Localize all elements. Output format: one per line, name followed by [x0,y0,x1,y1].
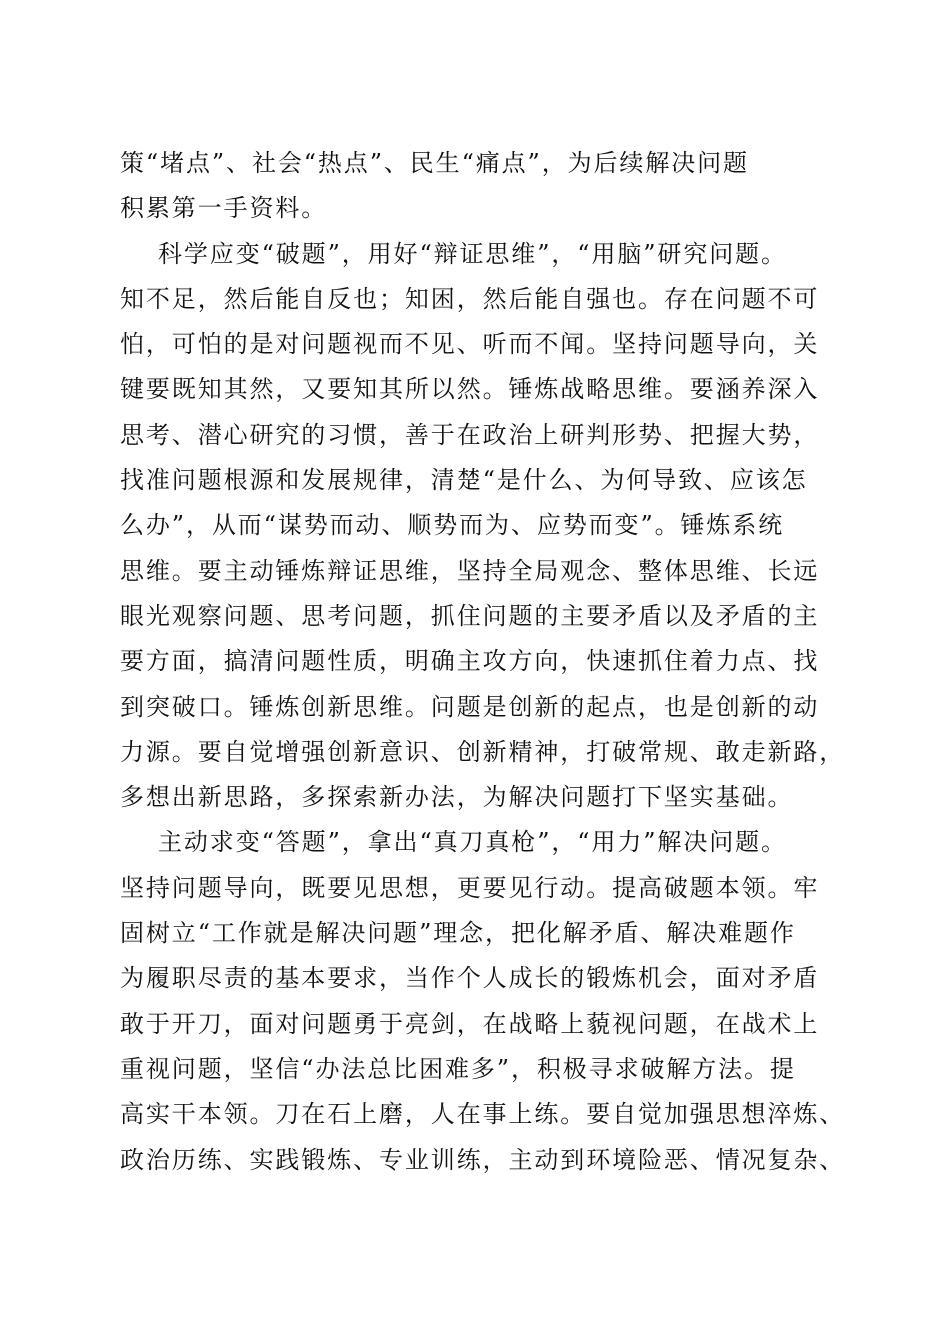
body-text [120,141,846,1183]
text-line: 到突破口。锤炼创新思维。问题是创新的起点，也是创新的动 [120,692,820,721]
text-line: 坚持问题导向，既要见思想，更要见行动。提高破题本领。牢 [120,873,820,902]
text-line: 多想出新思路，多探索新办法，为解决问题打下坚实基础。 [120,783,794,812]
text-line: 思考、潜心研究的习惯，善于在政治上研判形势、把握大势， [120,420,820,449]
text-line: 怕，可怕的是对问题视而不见、听而不闻。坚持问题导向，关 [120,330,820,359]
text-line: 敢于开刀，面对问题勇于亮剑，在战略上藐视问题，在战术上 [120,1009,820,1038]
text-line: 高实干本领。刀在石上磨，人在事上练。要自觉加强思想淬炼、 [120,1100,846,1129]
text-line: 要方面，搞清问题性质，明确主攻方向，快速抓住着力点、找 [120,647,820,676]
text-line: 力源。要自觉增强创新意识、创新精神，打破常规、敢走新路， [120,737,846,766]
text-line: 找准问题根源和发展规律，清楚“是什么、为何导致、应该怎 [120,466,808,495]
text-line: 思维。要主动锤炼辩证思维，坚持全局观念、整体思维、长远 [120,556,820,585]
text-line: 键要既知其然，又要知其所以然。锤炼战略思维。要涵养深入 [120,375,820,404]
paragraph-start-line: 主动求变“答题”，拿出“真刀真枪”，“用力”解决问题。 [158,828,787,857]
text-line: 么办”，从而“谋势而动、顺势而为、应势而变”。锤炼系统 [120,511,785,540]
text-line: 知不足，然后能自反也；知困，然后能自强也。存在问题不可 [120,284,820,313]
text-line: 重视问题，坚信“办法总比困难多”，积极寻求破解方法。提 [120,1054,796,1083]
paragraph-start-line: 科学应变“破题”，用好“辩证思维”，“用脑”研究问题。 [158,239,787,268]
text-line: 眼光观察问题、思考问题，抓住问题的主要矛盾以及矛盾的主 [120,601,820,630]
text-line: 积累第一手资料。 [120,194,328,223]
text-line: 策“堵点”、社会“热点”、民生“痛点”，为后续解决问题 [120,149,749,177]
text-line: 政治历练、实践锻炼、专业训练，主动到环境险恶、情况复杂、 [120,1145,846,1174]
text-line: 固树立“工作就是解决问题”理念，把化解矛盾、解决难题作 [120,919,796,948]
text-line: 为履职尽责的基本要求，当作个人成长的锻炼机会，面对矛盾 [120,964,820,993]
